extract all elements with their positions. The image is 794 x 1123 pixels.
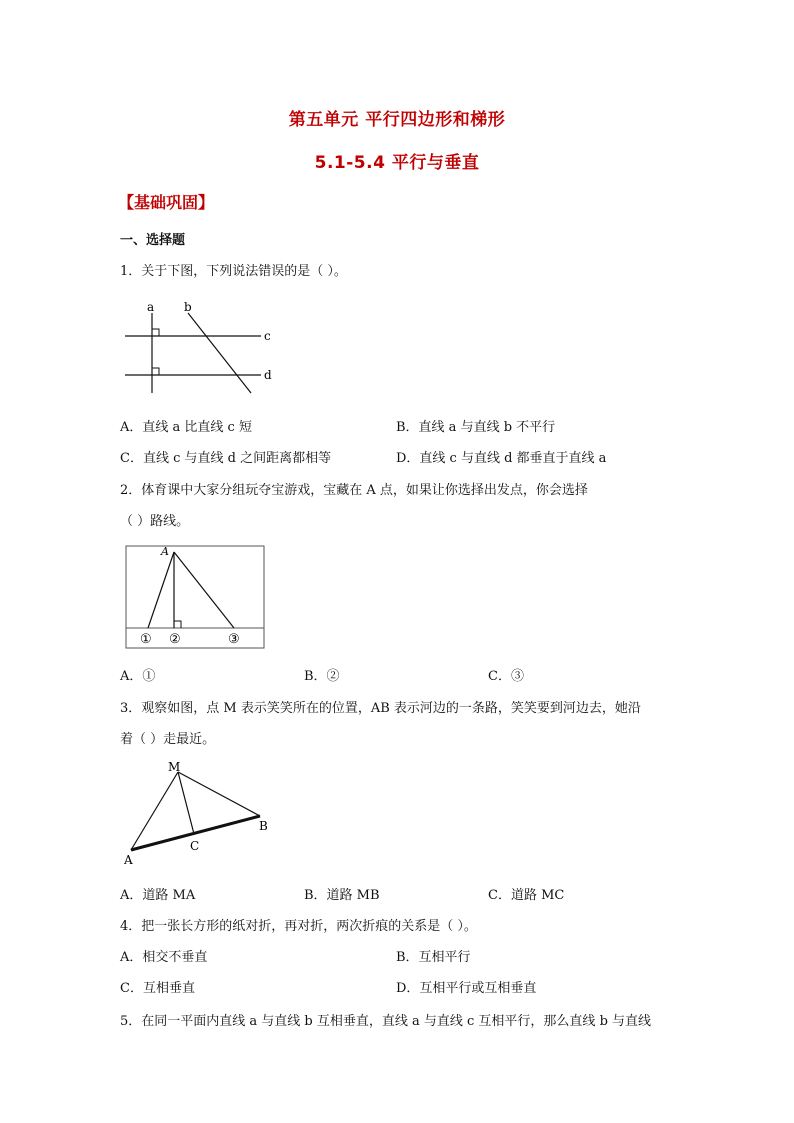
right-angle-mark-2	[152, 368, 159, 375]
label-point-a: A	[161, 545, 169, 558]
label-start-3: ③	[228, 632, 240, 647]
question-2-stem-line1: 2．体育课中大家分组玩夺宝游戏，宝藏在 A 点，如果让你选择出发点，你会选择	[120, 483, 588, 498]
road-mb	[178, 772, 260, 816]
label-m: M	[168, 760, 181, 774]
q4-option-c: C．互相垂直	[120, 981, 195, 996]
question-2-stem-line2: （ ）路线。	[120, 514, 190, 529]
q2-option-b: B．②	[304, 669, 340, 684]
question-3-stem-line2: 着（ ）走最近。	[120, 732, 216, 747]
q2-option-a: A．①	[120, 669, 156, 684]
q1-option-c: C．直线 c 与直线 d 之间距离都相等	[120, 451, 332, 466]
q1-option-a: A．直线 a 比直线 c 短	[120, 420, 252, 435]
label-c: C	[190, 839, 200, 853]
q1-option-b: B．直线 a 与直线 b 不平行	[396, 420, 556, 435]
page-subtitle: 5.1-5.4 平行与垂直	[314, 153, 480, 173]
line-b	[188, 313, 251, 393]
label-c: c	[264, 329, 271, 343]
question-3-stem-line1: 3．观察如图，点 M 表示笑笑所在的位置，AB 表示河边的一条路，笑笑要到河边去，她沿	[120, 701, 641, 716]
q1-option-d: D．直线 c 与直线 d 都垂直于直线 a	[396, 451, 607, 466]
label-a: A	[124, 853, 133, 867]
question-2-figure	[124, 544, 266, 650]
q4-option-b: B．互相平行	[396, 950, 471, 965]
q3-option-b: B．道路 MB	[304, 888, 380, 903]
question-5-stem: 5．在同一平面内直线 a 与直线 b 互相垂直，直线 a 与直线 c 互相平行，那么直线 b 与直线	[120, 1014, 652, 1029]
q3-option-c: C．道路 MC	[488, 888, 565, 903]
question-1-figure	[110, 295, 290, 405]
label-start-2: ②	[169, 632, 181, 647]
label-b: b	[184, 300, 192, 314]
label-start-1: ①	[140, 632, 152, 647]
route-1	[148, 552, 174, 628]
q2-option-c: C．③	[488, 669, 524, 684]
q3-option-a: A．道路 MA	[120, 888, 196, 903]
label-d: d	[264, 368, 272, 382]
section-label: 【基础巩固】	[118, 193, 215, 212]
page-title: 第五单元 平行四边形和梯形	[288, 110, 506, 130]
road-mc	[178, 772, 194, 834]
question-1-stem: 1．关于下图，下列说法错误的是（ ）。	[120, 264, 347, 279]
label-b: B	[259, 819, 268, 833]
q4-option-a: A．相交不垂直	[120, 950, 208, 965]
q4-option-d: D．互相平行或互相垂直	[396, 981, 537, 996]
part-heading: 一、选择题	[120, 233, 186, 248]
route-3	[174, 552, 234, 628]
right-angle-mark	[174, 621, 181, 628]
question-4-stem: 4．把一张长方形的纸对折，再对折，两次折痕的关系是（ ）。	[120, 919, 477, 934]
question-3-figure	[118, 758, 278, 870]
label-a: a	[147, 300, 155, 314]
right-angle-mark-1	[152, 329, 159, 336]
